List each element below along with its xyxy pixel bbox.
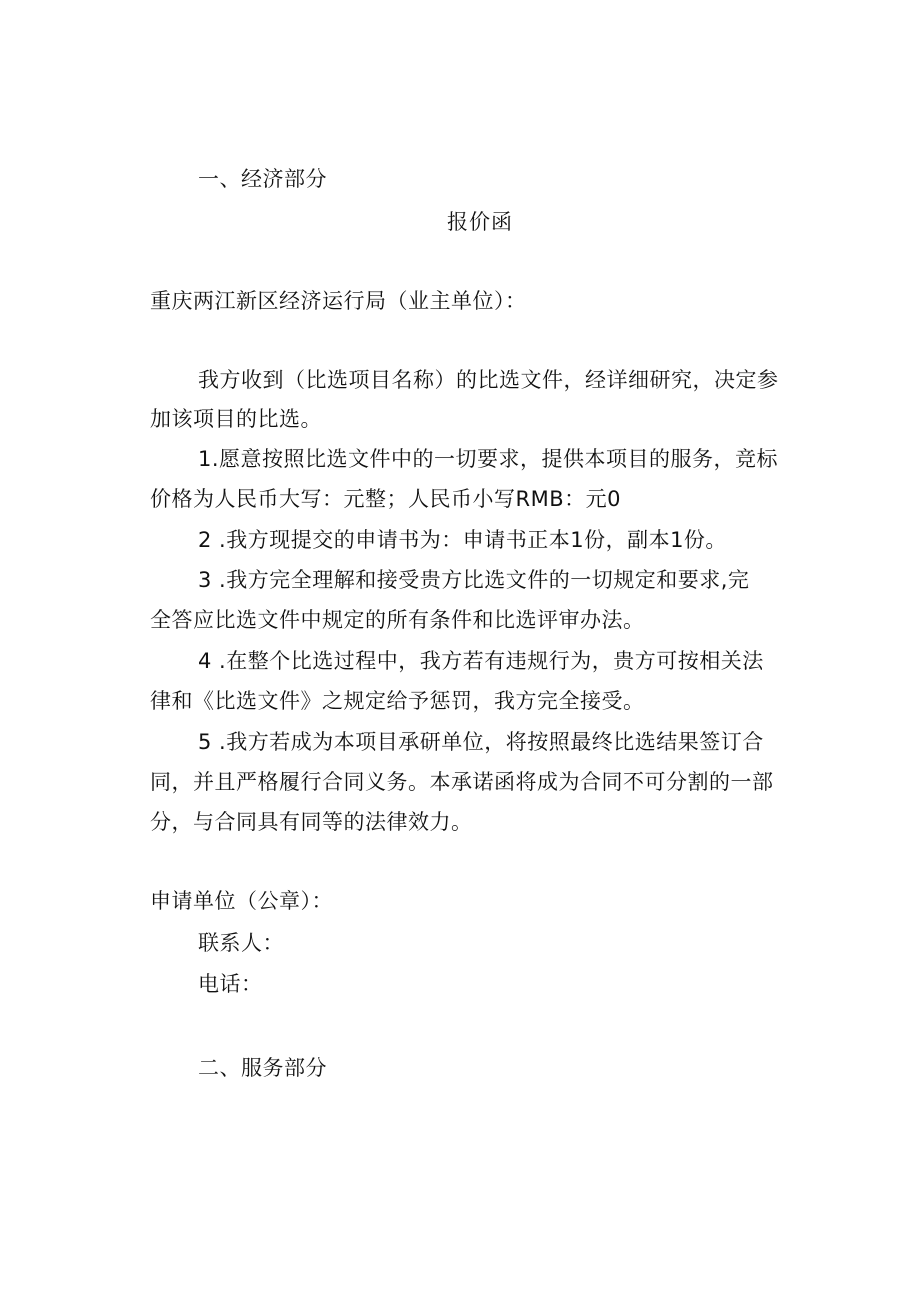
item-1-line-2: 价格为人民币大写：元整；人民币小写RMB：元0 — [150, 487, 621, 511]
item-5-line-3: 分，与合同具有同等的法律效力。 — [150, 810, 473, 834]
contact-label: 联系人： — [198, 931, 284, 955]
addressee: 重庆两江新区经济运行局（业主单位）： — [150, 289, 527, 313]
intro-line-2: 加该项目的比选。 — [150, 407, 322, 431]
item-3-line-2: 全答应比选文件中规定的所有条件和比选评审办法。 — [150, 608, 645, 632]
applicant-label: 申请单位（公章）： — [150, 889, 333, 913]
phone-label: 电话： — [198, 972, 263, 996]
item-4-line-2: 律和《比选文件》之规定给予惩罚，我方完全接受。 — [150, 689, 645, 713]
section1-heading: 一、经济部分 — [198, 167, 327, 191]
item-2-line-1: 2 .我方现提交的申请书为：申请书正本1份，副本1份。 — [198, 528, 727, 552]
intro-line-1: 我方收到（比选项目名称）的比选文件，经详细研究，决定参 — [198, 368, 779, 392]
document-title: 报价函 — [447, 210, 513, 234]
item-1-line-1: 1.愿意按照比选文件中的一切要求，提供本项目的服务，竞标 — [198, 447, 779, 471]
item-3-line-1: 3 .我方完全理解和接受贵方比选文件的一切规定和要求,完 — [198, 568, 750, 592]
section2-heading: 二、服务部分 — [198, 1056, 327, 1080]
item-5-line-2: 同，并且严格履行合同义务。本承诺函将成为合同不可分割的一部 — [150, 770, 774, 794]
item-5-line-1: 5 .我方若成为本项目承研单位，将按照最终比选结果签订合 — [198, 730, 764, 754]
item-4-line-1: 4 .在整个比选过程中，我方若有违规行为，贵方可按相关法 — [198, 649, 764, 673]
